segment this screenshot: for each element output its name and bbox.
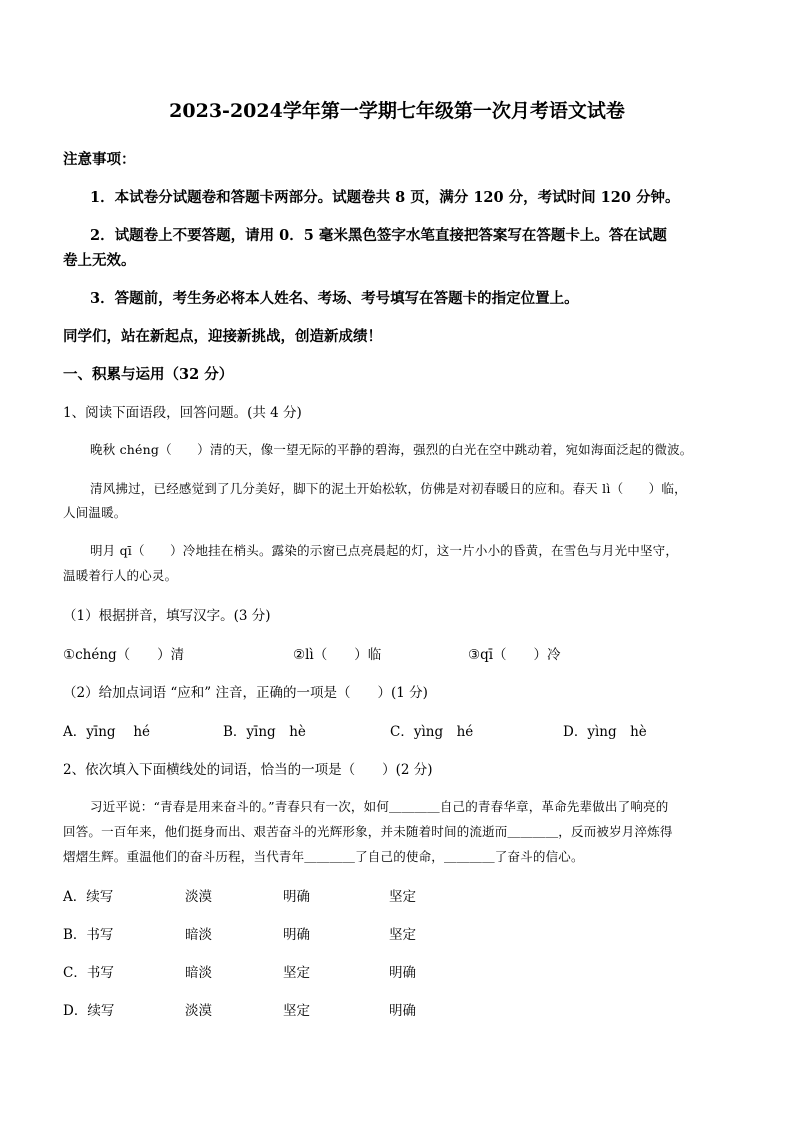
q2-option-label: A．续写 bbox=[63, 889, 114, 905]
q2-option-word: 暗淡 bbox=[185, 927, 212, 943]
q2-option-word: 明确 bbox=[283, 889, 310, 905]
q1-option: B．yīng hè bbox=[223, 724, 306, 740]
q1-option: C．yìng hé bbox=[390, 724, 474, 740]
q2-option-word: 明确 bbox=[283, 927, 310, 943]
q1-option: A．yīng hé bbox=[63, 724, 151, 740]
q2-option-word: 淡漠 bbox=[185, 889, 212, 905]
q1-passage-line: 明月 qī（ ）冷地挂在梢头。露染的示窗已点亮晨起的灯，这一片小小的昏黄，在雪色与月光中坚守， bbox=[90, 543, 679, 558]
q2-option-word: 暗淡 bbox=[185, 965, 212, 981]
q1-sub2: （2）给加点词语 “应和” 注音，正确的一项是（ ）(1 分) bbox=[63, 685, 428, 701]
notice-1: 1．本试卷分试题卷和答题卡两部分。试题卷共 8 页，满分 120 分，考试时间 120 分钟。 bbox=[90, 189, 680, 206]
q2-option-label: B．书写 bbox=[63, 927, 114, 943]
q1-stem: 1、阅读下面语段，回答问题。(共 4 分) bbox=[63, 405, 302, 421]
q1-passage-line: 温暖着行人的心灵。 bbox=[63, 568, 178, 583]
q2-option-word: 坚定 bbox=[283, 965, 310, 981]
section-heading: 一、积累与运用（32 分） bbox=[63, 366, 234, 383]
notice-3: 3．答题前，考生务必将本人姓名、考场、考号填写在答题卡的指定位置上。 bbox=[90, 290, 579, 307]
q2-option-word: 淡漠 bbox=[185, 1003, 212, 1019]
q2-option-label: D．续写 bbox=[63, 1003, 115, 1019]
q2-option-word: 坚定 bbox=[283, 1003, 310, 1019]
q1-sub1-item: ①chéng（ ）清 bbox=[63, 647, 185, 663]
q2-option-word: 坚定 bbox=[389, 889, 416, 905]
q1-sub1: （1）根据拼音，填写汉字。(3 分) bbox=[63, 608, 271, 624]
q1-passage-line: 晚秋 chéng（ ）清的天，像一望无际的平静的碧海，强烈的白光在空中跳动着，宛如海面泛起的微波。 bbox=[90, 442, 693, 457]
encouragement: 同学们，站在新起点，迎接新挑战，创造新成绩！ bbox=[63, 328, 382, 345]
page-title: 2023-2024学年第一学期七年级第一次月考语文试卷 bbox=[169, 100, 625, 122]
q1-sub1-item: ②lì（ ）临 bbox=[293, 647, 382, 663]
q2-passage-line: 熠熠生辉。重温他们的奋斗历程，当代青年＿＿＿＿了自己的使命，＿＿＿＿了奋斗的信心。 bbox=[63, 849, 584, 864]
q1-passage-line: 清风拂过，已经感觉到了几分美好，脚下的泥土开始松软，仿佛是对初春暖日的应和。春天 lì（ ）临， bbox=[90, 481, 687, 496]
notice-2-cont: 卷上无效。 bbox=[63, 252, 136, 269]
notice-heading: 注意事项： bbox=[63, 151, 136, 168]
q2-option-word: 明确 bbox=[389, 1003, 416, 1019]
q2-passage-line: 回答。一百年来，他们挺身而出、艰苦奋斗的光辉形象，并未随着时间的流逝而＿＿＿＿，反而被岁月淬炼得 bbox=[63, 824, 673, 839]
notice-2: 2．试题卷上不要答题，请用 0．5 毫米黑色签字水笔直接把答案写在答题卡上。答在试题 bbox=[90, 227, 667, 244]
q2-option-label: C．书写 bbox=[63, 965, 114, 981]
q1-sub1-item: ③qī（ ）冷 bbox=[468, 647, 561, 663]
q2-option-word: 明确 bbox=[389, 965, 416, 981]
q1-option: D．yìng hè bbox=[563, 724, 647, 740]
q2-passage-line: 习近平说：“青春是用来奋斗的。”青春只有一次，如何＿＿＿＿自己的青春华章，革命先辈做出了响亮的 bbox=[90, 799, 669, 814]
q2-option-word: 坚定 bbox=[389, 927, 416, 943]
q2-stem: 2、依次填入下面横线处的词语，恰当的一项是（ ）(2 分) bbox=[63, 762, 433, 778]
q1-passage-line: 人间温暖。 bbox=[63, 505, 127, 520]
